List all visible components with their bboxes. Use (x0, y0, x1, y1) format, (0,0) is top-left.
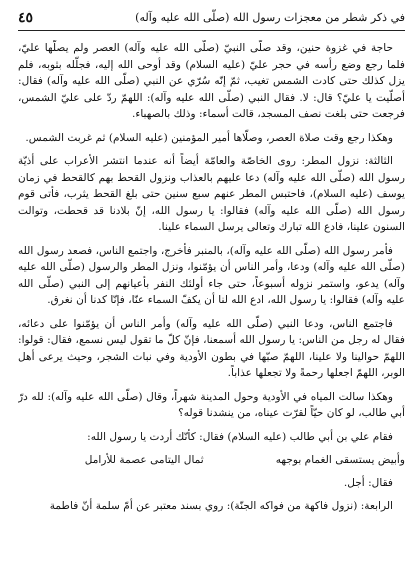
closing-paragraph: الرابعة: (نزول فاكهة من فواكه الجنّة): روي بسند معتبر عن أمّ سلمة أنّ فاطمة (49, 500, 393, 512)
paragraph-6: وهكذا سالت المياه في الأودية وحول المدينة شهراً، وقال (صلّى الله عليه وآله): لله درّ أبي طالب، لو كان حيّاً لقرّت عيناه، من ينشدنا قوله؟ (18, 390, 405, 419)
paragraph-1: حاجة في غزوة حنين، وقد صلّى النبيّ (صلّى الله عليه وآله) العصر ولم يصلّها عليّ، فلما رجع وضع رأسه في حجر عليّ (عليه السلام) وقد أوحى الله إليه، فجلّله بثوبه، فلم يزل كذلك حتى كادت الشمس تغيب، ثمّ إنّه سُرّي عن النبي (صلّى الله عليه وآله) فقال: أصلّيت يا عليّ؟ قال: لا. فقال النبي (صلّى الله عليه وآله): اللهمّ ردّ على عليّ الشمس، فرجعت حتى بلغت نصف المسجد، قالت أسماء: وذلك بالصهباء. (18, 42, 405, 120)
page-header (18, 10, 405, 31)
answer-line: فقال: أجل. (343, 476, 393, 489)
paragraph-3: الثالثة: نزول المطر: روى الخاصّة والعامّة أيضاً أنه عندما انتشر الأعراب على أذيّة رسول الله (صلّى الله عليه وآله) دعا عليهم بالعذاب ونزول القحط بهم كالقحط في زمان يوسف (عليه السلام)، فاحتبس المطر عنهم سبع سنين حتى بلغ القحط يثرب، فأتى قوم رسول الله (صلّى الله عليه وآله) فقالوا: يا رسول الله، إنّ بلادنا قد قحطت، وتوالت السنون علينا، فادع الله تبارك وتعالى يرسل السماء علينا. (18, 155, 405, 233)
paragraph-5: فاجتمع الناس، ودعا النبي (صلّى الله عليه وآله) وأمر الناس أن يؤمّنوا على دعائه، فقال له رجل من الناس: يا رسول الله أسمعنا، فإنّ كلّ ما تقول ليس نسمع، فقال: قولوا: اللهمّ حوالينا ولا علينا، اللهمّ صبّها في بطون الأودية وفي نبات الشجر، وحيث يرعى أهل الوبر، اللهمّ اجعلها رحمةً ولا تجعلها عذاباً. (18, 317, 405, 379)
running-title: في ذكر شطر من معجزات رسول الله (صلّى الله عليه وآله) (135, 11, 405, 24)
page-body (18, 40, 405, 575)
poetry-verse (18, 452, 405, 469)
verse-first-half: وأبيض يستسقى الغمام بوجهه (275, 454, 405, 466)
paragraph-7: فقام علي بن أبي طالب (عليه السلام) فقال: كأنّك أردت يا رسول الله: (87, 430, 393, 443)
paragraph-2: وهكذا رجع وقت صلاة العصر، وصلّاها أمير المؤمنين (عليه السلام) ثم غربت الشمس. (25, 131, 393, 144)
page-number: ٤٥ (18, 10, 34, 26)
paragraph-4: فأمر رسول الله (صلّى الله عليه وآله)، بالمنبر فأخرج، واجتمع الناس، فصعد رسول الله (صلّى الله عليه وآله) ودعا، وأمر الناس أن يؤمّنوا، ونزل المطر والرسول (صلّى الله عليه وآله) يدعو، واستمر نزوله أسبوعاً، حتى جاء أولئك النفر بأعيانهم إلى النبي (صلّى الله عليه وآله) فقالوا: يا رسول الله، ادع الله لنا أن يكفّ السماء عنّا، فإنّا كدنا أن نغرق. (18, 244, 405, 306)
verse-second-half: ثمال اليتامى عصمة للأرامل (84, 454, 204, 466)
